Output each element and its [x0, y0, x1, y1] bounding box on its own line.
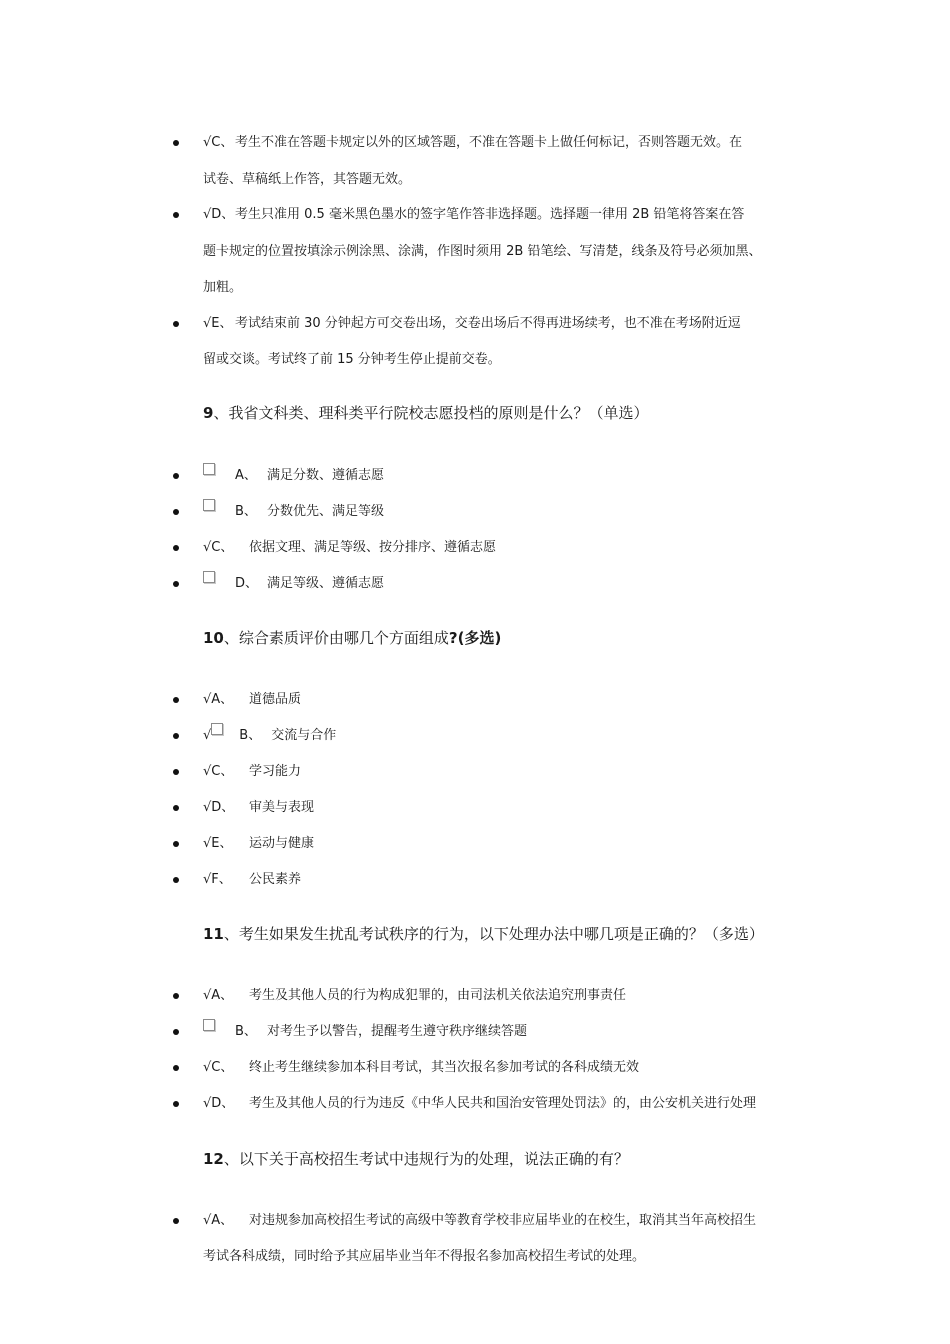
checkbox-icon[interactable] [203, 463, 215, 475]
option-text: 考生及其他人员的行为违反《中华人民共和国治安管理处罚法》的，由公安机关进行处理 [249, 1096, 757, 1111]
bullet [173, 545, 179, 551]
option-mark: √C、 [203, 135, 234, 150]
option-text: 对考生予以警告，提醒考生遵守秩序继续答题 [267, 1024, 528, 1039]
option-mark: B、 [235, 1024, 257, 1039]
question-12-title: 12、以下关于高校招生考试中违规行为的处理，说法正确的有？ [203, 1150, 629, 1168]
option-text-cont: 考试各科成绩，同时给予其应届毕业当年不得报名参加高校招生考试的处理。 [203, 1249, 646, 1264]
option-mark: D、 [235, 576, 259, 591]
option-mark: B、 [239, 728, 262, 743]
bullet [173, 697, 179, 703]
bullet [173, 769, 179, 775]
option-text: 分数优先、满足等级 [267, 504, 385, 519]
bullet [173, 212, 179, 218]
option-mark: √E、 [203, 836, 233, 851]
bullet [173, 841, 179, 847]
option-text: 运动与健康 [249, 836, 315, 851]
option-text-cont: 题卡规定的位置按填涂示例涂黑、涂满，作图时须用 2B 铅笔绘、写清楚，线条及符号必须加黑、 [203, 244, 762, 259]
checkbox-icon[interactable] [203, 571, 215, 583]
option-mark: √D、 [203, 800, 235, 815]
option-text-cont: 留或交谈。考试终了前 15 分钟考生停止提前交卷。 [203, 352, 501, 367]
option-text: 审美与表现 [249, 800, 315, 815]
bullet [173, 877, 179, 883]
option-text: 考生只准用 0.5 毫米黑色墨水的签字笔作答非选择题。选择题一律用 2B 铅笔将答案在答 [235, 207, 745, 222]
option-text: 满足分数、遵循志愿 [267, 468, 385, 483]
option-text-cont: 加粗。 [203, 280, 243, 295]
checkbox-icon[interactable] [211, 723, 223, 735]
option-text: 考生及其他人员的行为构成犯罪的，由司法机关依法追究刑事责任 [249, 988, 627, 1003]
bullet [173, 140, 179, 146]
bullet [173, 321, 179, 327]
question-9-title: 9、我省文科类、理科类平行院校志愿投档的原则是什么？（单选） [203, 404, 649, 422]
question-10-title: 10、综合素质评价由哪几个方面组成?(多选) [203, 629, 502, 647]
bullet [173, 1101, 179, 1107]
option-mark: √C、 [203, 764, 234, 779]
option-text: 交流与合作 [271, 728, 337, 743]
bullet [173, 733, 179, 739]
option-text: 满足等级、遵循志愿 [267, 576, 385, 591]
checkbox-icon[interactable] [203, 499, 215, 511]
option-text: 对违规参加高校招生考试的高级中等教育学校非应届毕业的在校生，取消其当年高校招生 [249, 1213, 757, 1228]
bullet [173, 993, 179, 999]
check-mark: √ [203, 728, 212, 743]
option-text-cont: 试卷、草稿纸上作答，其答题无效。 [203, 172, 412, 187]
option-text: 学习能力 [249, 764, 302, 779]
bullet [173, 509, 179, 515]
option-mark: √D、 [203, 1096, 235, 1111]
option-text: 考生不准在答题卡规定以外的区域答题，不准在答题卡上做任何标记，否则答题无效。在 [235, 135, 743, 150]
option-text: 考试结束前 30 分钟起方可交卷出场，交卷出场后不得再进场续考，也不准在考场附近逗 [235, 316, 741, 331]
option-mark: √F、 [203, 872, 232, 887]
question-11-title: 11、考生如果发生扰乱考试秩序的行为，以下处理办法中哪几项是正确的？（多选） [203, 925, 764, 943]
option-mark: A、 [235, 468, 257, 483]
option-mark: √A、 [203, 1213, 234, 1228]
option-text: 终止考生继续参加本科目考试，其当次报名参加考试的各科成绩无效 [249, 1060, 640, 1075]
option-text: 依据文理、满足等级、按分排序、遵循志愿 [249, 540, 497, 555]
option-mark: √C、 [203, 1060, 234, 1075]
option-text: 公民素养 [249, 872, 302, 887]
option-mark: √D、 [203, 207, 235, 222]
bullet [173, 581, 179, 587]
option-mark: B、 [235, 504, 257, 519]
option-mark: √E、 [203, 316, 233, 331]
bullet [173, 1065, 179, 1071]
bullet [173, 473, 179, 479]
checkbox-icon[interactable] [203, 1019, 215, 1031]
option-mark: √A、 [203, 692, 234, 707]
option-mark: √A、 [203, 988, 234, 1003]
bullet [173, 805, 179, 811]
bullet [173, 1218, 179, 1224]
bullet [173, 1029, 179, 1035]
option-text: 道德品质 [249, 692, 302, 707]
option-mark: √C、 [203, 540, 234, 555]
